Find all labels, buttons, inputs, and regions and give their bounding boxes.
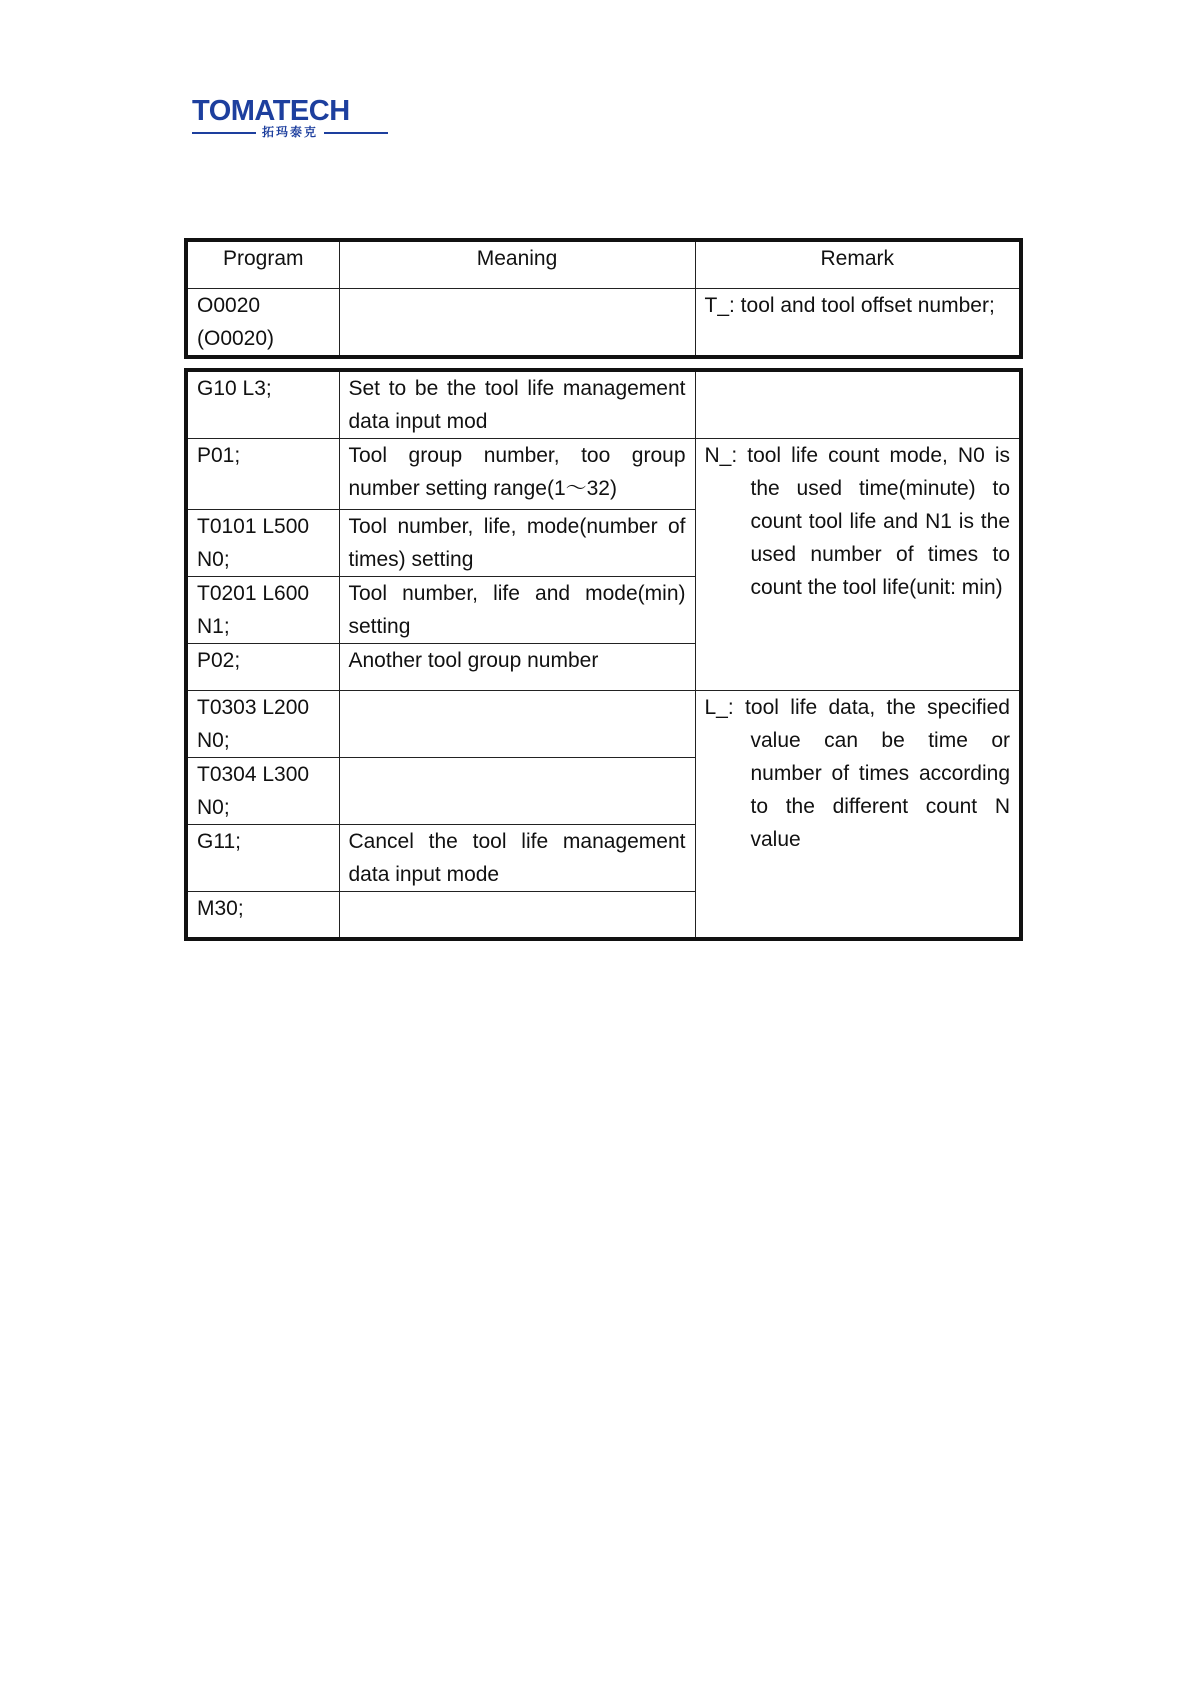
program-cell: P01; [186,439,339,510]
meaning-cell: Another tool group number [339,644,695,691]
meaning-cell: Tool number, life and mode(min) setting [339,577,695,644]
remark-cell: T_: tool and tool offset number; [695,289,1021,358]
remark-n-mode: N_: tool life count mode, N0 is the used time(minute) to count tool life and N1 is the used number of times to count the tool life(unit: min) [695,439,1021,691]
program-cell: P02; [186,644,339,691]
header-program: Program [186,240,339,289]
meaning-cell [339,892,695,939]
meaning-cell [339,691,695,758]
program-cell: O0020 (O0020) [186,289,339,358]
meaning-cell [339,758,695,825]
program-cell: T0101 L500 N0; [186,510,339,577]
meaning-cell [339,289,695,358]
logo-wordmark: TOMATECH [192,95,350,127]
table-row [186,691,1021,758]
meaning-cell: Cancel the tool life management data input mode [339,825,695,892]
program-cell: T0303 L200 N0; [186,691,339,758]
header-meaning: Meaning [339,240,695,289]
remark-l-data: L_: tool life data, the specified value can be time or number of times according to the different count N value [695,691,1021,939]
meaning-cell: Tool number, life, mode(number of times) setting [339,510,695,577]
header-remark: Remark [695,240,1021,289]
table-row [186,439,1021,510]
program-body-table [184,368,1023,941]
program-cell: T0201 L600 N1; [186,577,339,644]
program-cell: T0304 L300 N0; [186,758,339,825]
meaning-cell: Set to be the tool life management data input mod [339,370,695,439]
meaning-cell: Tool group number, too group number setting range(1～32) [339,439,695,510]
company-logo [192,96,388,140]
logo-rule-left [192,132,256,134]
program-cell: G11; [186,825,339,892]
table-header-row [186,240,1021,289]
program-header-table [184,238,1023,359]
table-row [186,370,1021,439]
remark-cell [695,370,1021,439]
logo-chinese-name: 拓玛泰克 [261,125,318,139]
program-cell: M30; [186,892,339,939]
table-row [186,289,1021,358]
program-cell: G10 L3; [186,370,339,439]
logo-rule-right [324,132,388,134]
